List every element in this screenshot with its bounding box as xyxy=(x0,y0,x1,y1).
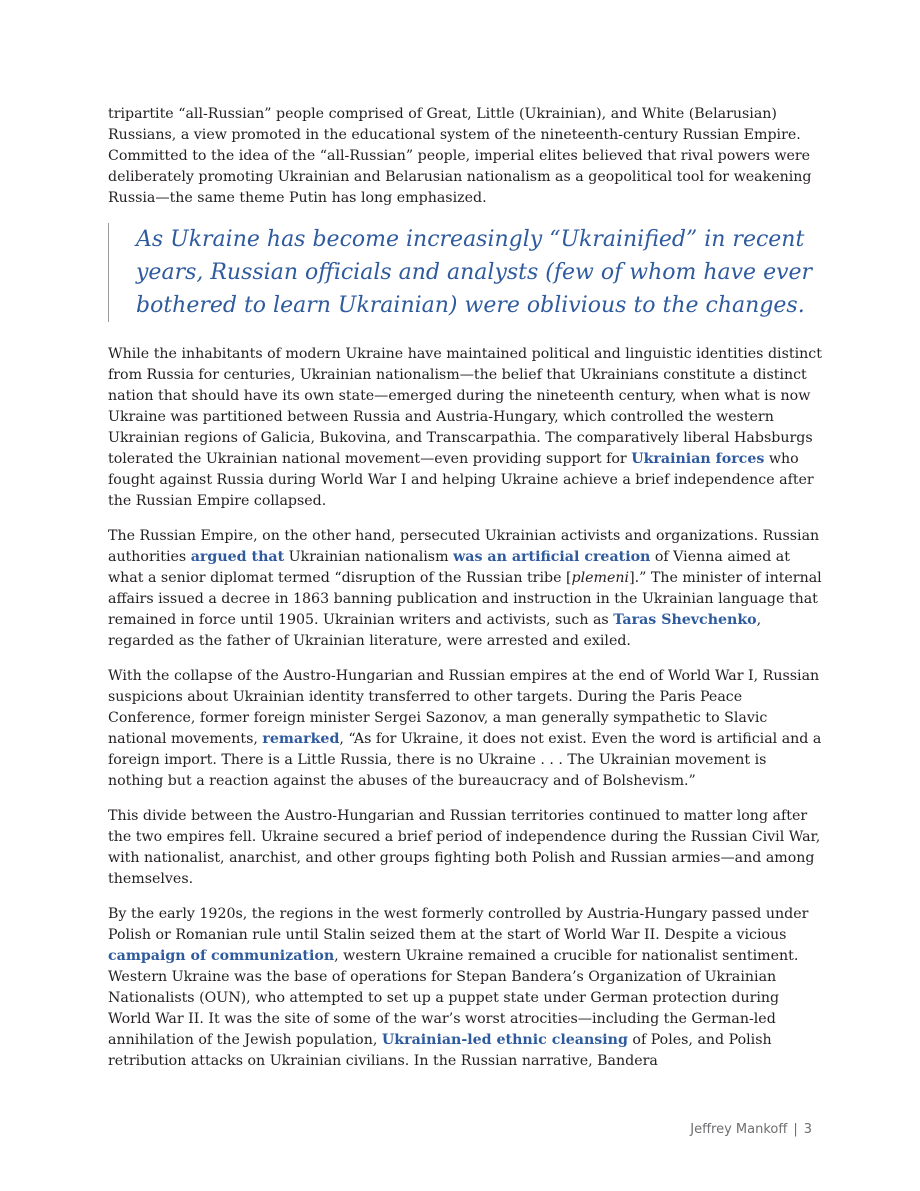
paragraph-collapse xyxy=(108,666,826,792)
paragraph-nationalism xyxy=(108,344,826,512)
link-ukrainian-forces[interactable]: Ukrainian forces xyxy=(631,451,765,467)
link-argued-that[interactable]: argued that xyxy=(190,549,285,565)
text-segment: Ukrainian nationalism xyxy=(284,549,454,565)
text-segment: , western Ukraine remained a crucible for nationalist sentiment. Western Ukraine was the base of operations for Stepan Bandera’s Organization of Ukrainian Nationalists (OUN), who attempted to set up a puppet state under German protection during World War II. It was the site of some of the war’s worst atrocities—including the German-led annihilation of the Jewish population, xyxy=(108,948,799,1048)
paragraph-intro: tripartite “all-Russian” people comprised of Great, Little (Ukrainian), and White (Belarusian) Russians, a view promoted in the educational system of the nineteenth-century Russian Empire. Committed to the idea of the “all-Russian” people, imperial elites believed that rival powers were deliberately promoting Ukrainian and Belarusian nationalism as a geopolitical tool for weakening Russia—the same theme Putin has long emphasized. xyxy=(108,106,812,206)
link-remarked[interactable]: remarked xyxy=(262,731,340,747)
text-segment: By the early 1920s, the regions in the west formerly controlled by Austria-Hungary passed under Polish or Romanian rule until Stalin seized them at the start of World War II. Despite a vicious xyxy=(108,906,809,943)
text-segment: , regarded as the father of Ukrainian literature, were arrested and exiled. xyxy=(108,612,762,649)
text-segment: With the collapse of the Austro-Hungarian and Russian empires at the end of World War I, Russian suspicions about Ukrainian identity transferred to other targets. During the Paris Peace Conference, former foreign minister Sergei Sazonov, a man generally sympathetic to Slavic national movements, xyxy=(108,668,820,747)
page-number: 3 xyxy=(803,1122,812,1137)
text-segment: of Vienna aimed at what a senior diplomat termed “disruption of the Russian tribe [ xyxy=(108,549,790,586)
link-ethnic-cleansing[interactable]: Ukrainian-led ethnic cleansing xyxy=(381,1032,628,1048)
italic-term: plemeni xyxy=(571,570,630,586)
text-segment: who fought against Russia during World War I and helping Ukraine achieve a brief independence after the Russian Empire collapsed. xyxy=(108,451,814,509)
text-segment: The Russian Empire, on the other hand, persecuted Ukrainian activists and organizations. Russian authorities xyxy=(108,528,820,565)
pull-quote-text: As Ukraine has become increasingly “Ukrainified” in recent years, Russian officials and analysts (few of whom have ever bothered to learn Ukrainian) were oblivious to the changes. xyxy=(136,227,813,318)
pull-quote xyxy=(108,223,826,322)
article-body xyxy=(108,104,826,1086)
text-segment: ].” The minister of internal affairs issued a decree in 1863 banning publication and instruction in the Ukrainian language that remained in force until 1905. Ukrainian writers and activists, such as xyxy=(108,570,822,628)
link-campaign-of-communization[interactable]: campaign of communization xyxy=(108,948,335,964)
page-footer xyxy=(690,1122,812,1137)
link-taras-shevchenko[interactable]: Taras Shevchenko xyxy=(613,612,757,628)
text-segment: While the inhabitants of modern Ukraine have maintained political and linguistic identities distinct from Russia for centuries, Ukrainian nationalism—the belief that Ukrainians constitute a distinct nation that should have its own state—emerged during the nineteenth century, when what is now Ukraine was partitioned between Russia and Austria-Hungary, which controlled the western Ukrainian regions of Galicia, Bukovina, and Transcarpathia. The comparatively liberal Habsburgs tolerated the Ukrainian national movement—even providing support for xyxy=(108,346,822,467)
footer-separator: | xyxy=(793,1122,798,1137)
text-segment: of Poles, and Polish retribution attacks on Ukrainian civilians. In the Russian narrative, Bandera xyxy=(108,1032,772,1069)
paragraph-russian-empire xyxy=(108,526,826,652)
text-segment: , “As for Ukraine, it does not exist. Even the word is artificial and a foreign import. There is a Little Russia, there is no Ukraine . . . The Ukrainian movement is nothing but a reaction against the abuses of the bureaucracy and of Bolshevism.” xyxy=(108,731,822,789)
paragraph-1920s xyxy=(108,904,826,1072)
footer-author: Jeffrey Mankoff xyxy=(690,1122,788,1137)
paragraph-divide: This divide between the Austro-Hungarian and Russian territories continued to matter long after the two empires fell. Ukraine secured a brief period of independence during the Russian Civil War, with nationalist, anarchist, and other groups fighting both Polish and Russian armies—and among themselves. xyxy=(108,808,821,887)
link-artificial-creation[interactable]: was an artificial creation xyxy=(453,549,651,565)
